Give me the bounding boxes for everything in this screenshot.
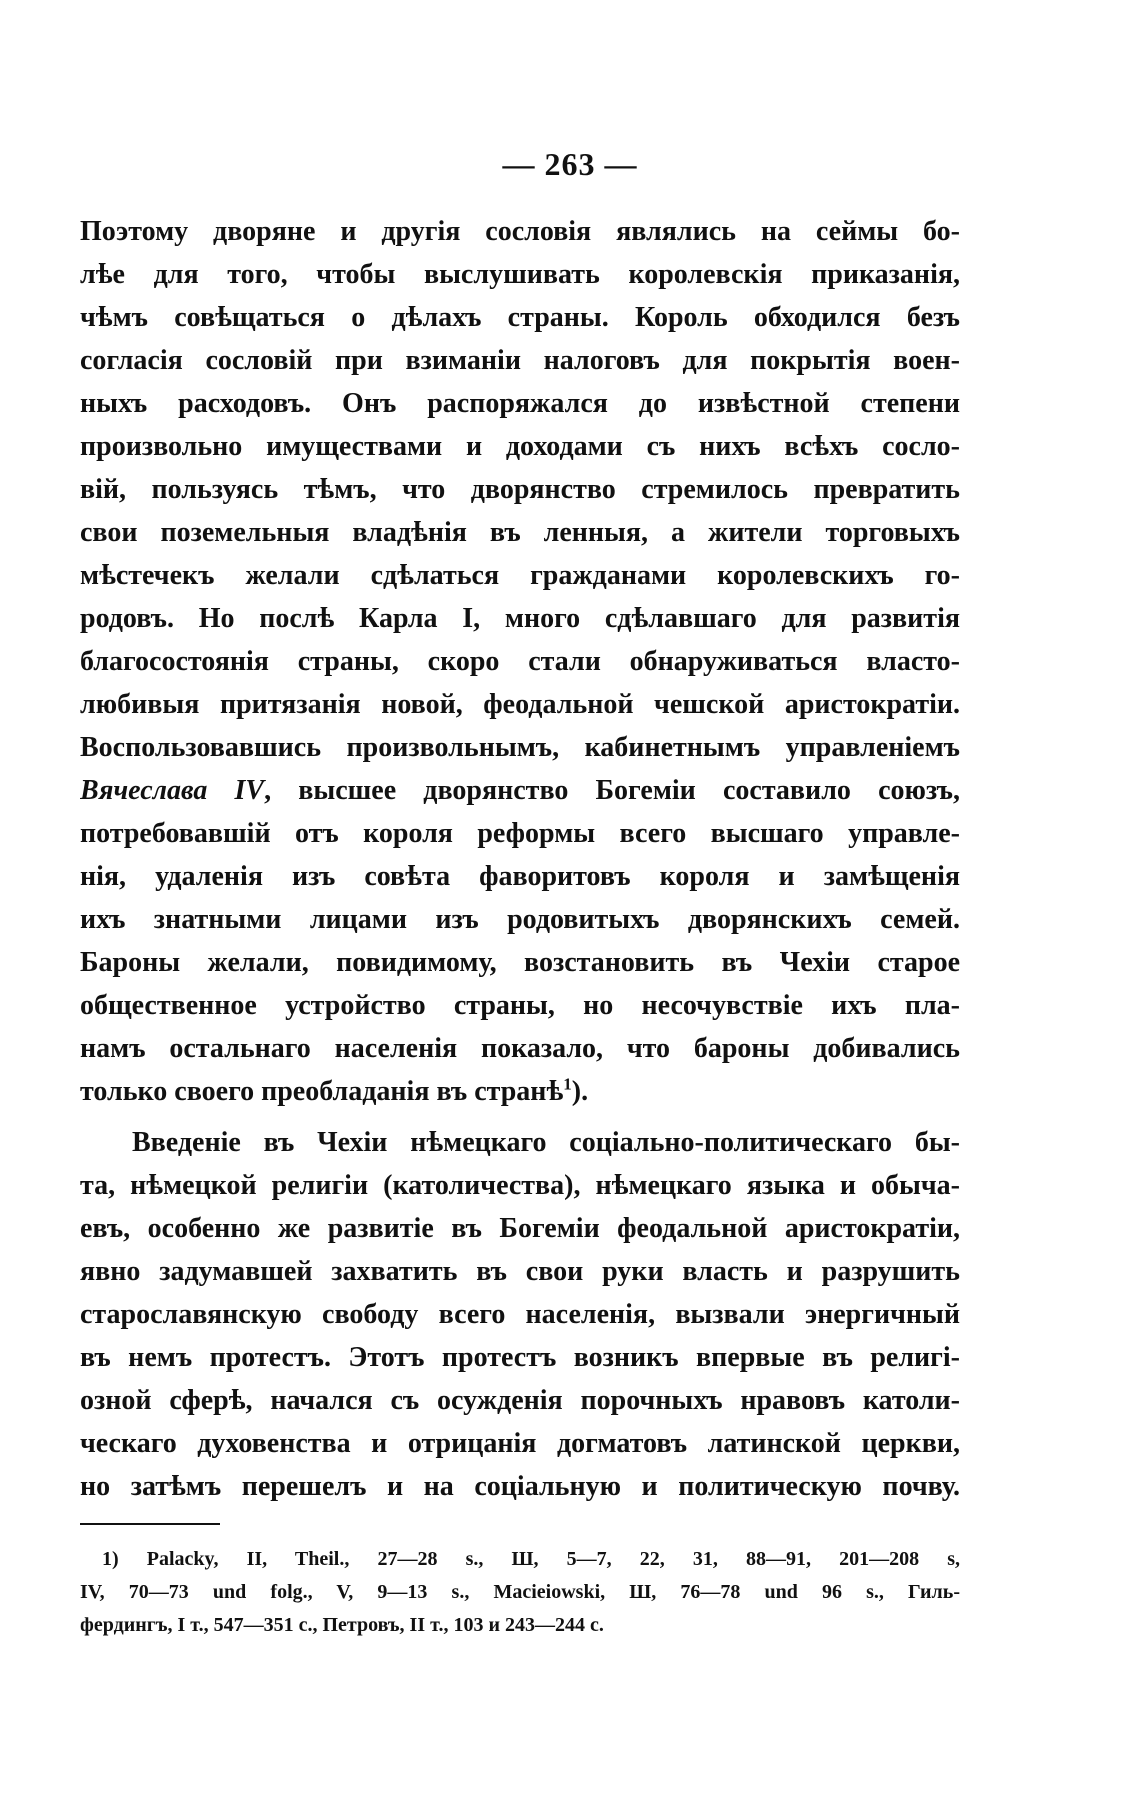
text-line: ческаго духовенства и отрицанія догматовъ латинской церкви, — [80, 1428, 960, 1459]
text-line-italic-name — [80, 769, 960, 812]
text-line: потребовавшій отъ короля реформы всего высшаго управле- — [80, 818, 960, 849]
footnote-line: IV, 70—73 und folg., V, 9—13 s., Macieiowski, Ш, 76—78 und 96 s., Гиль- — [80, 1581, 960, 1603]
text-line: вій, пользуясь тѣмъ, что дворянство стремилось превратить — [80, 474, 960, 505]
text-line: намъ остальнаго населенія показало, что бароны добивались — [80, 1033, 960, 1064]
text-line: родовъ. Но послѣ Карла I, много сдѣлавшаго для развитія — [80, 603, 960, 634]
text-line: Поэтому дворяне и другія сословія являлись на сеймы бо- — [80, 216, 960, 247]
text-line: общественное устройство страны, но несочувствіе ихъ пла- — [80, 990, 960, 1021]
text-line: чѣмъ совѣщаться о дѣлахъ страны. Король обходился безъ — [80, 302, 960, 333]
page-number: — 263 — — [502, 146, 638, 182]
footnote-line: фердингъ, I т., 547—351 с., Петровъ, II т., 103 и 243—244 с. — [80, 1614, 604, 1636]
text-line: нія, удаленія изъ совѣта фаворитовъ короля и замѣщенія — [80, 861, 960, 892]
text-line: озной сферѣ, начался съ осужденія порочныхъ нравовъ католи- — [80, 1385, 960, 1416]
text-line: благосостоянія страны, скоро стали обнаруживаться власто- — [80, 646, 960, 677]
text-line: ныхъ расходовъ. Онъ распоряжался до извѣстной степени — [80, 388, 960, 419]
footnote-divider — [80, 1523, 220, 1525]
footnote-marker: 1 — [563, 1074, 572, 1094]
main-text — [80, 210, 960, 1508]
text-segment: , высшее дворянство Богеміи составило союзъ, — [264, 775, 960, 806]
italic-name: Вячеслава IV — [80, 775, 265, 806]
text-line: Бароны желали, повидимому, возстановить въ Чехіи старое — [80, 947, 960, 978]
text-line-last — [80, 1070, 960, 1113]
text-line: свои поземельныя владѣнія въ ленныя, а жители торговыхъ — [80, 517, 960, 548]
text-line: любивыя притязанія новой, феодальной чешской аристократіи. — [80, 689, 960, 720]
text-line: ихъ знатными лицами изъ родовитыхъ дворянскихъ семей. — [80, 904, 960, 935]
text-line: мѣстечекъ желали сдѣлаться гражданами королевскихъ го- — [80, 560, 960, 591]
text-line: евъ, особенно же развитіе въ Богеміи феодальной аристократіи, — [80, 1213, 960, 1244]
text-line: явно задумавшей захватить въ свои руки власть и разрушить — [80, 1256, 960, 1287]
text-segment: только своего преобладанія въ странѣ — [80, 1076, 564, 1107]
text-line: въ немъ протестъ. Этотъ протестъ возникъ впервые въ религі- — [80, 1342, 960, 1373]
footnotes — [80, 1543, 960, 1642]
text-segment: ). — [571, 1076, 589, 1107]
text-line: лѣе для того, чтобы выслушивать королевскія приказанія, — [80, 259, 960, 290]
text-line: но затѣмъ перешелъ и на соціальную и политическую почву. — [80, 1471, 960, 1502]
text-line: старославянскую свободу всего населенія, вызвали энергичный — [80, 1299, 960, 1330]
text-line: Введеніе въ Чехіи нѣмецкаго соціально-политическаго бы- — [132, 1127, 960, 1158]
text-line: произвольно имуществами и доходами съ нихъ всѣхъ сосло- — [80, 431, 960, 462]
footnote-line: 1) Palacky, II, Theil., 27—28 s., Ш, 5—7, 22, 31, 88—91, 201—208 s, — [102, 1548, 960, 1570]
text-line: Воспользовавшись произвольнымъ, кабинетнымъ управленіемъ — [80, 732, 960, 763]
text-line: согласія сословій при взиманіи налоговъ для покрытія воен- — [80, 345, 960, 376]
text-line: та, нѣмецкой религіи (католичества), нѣмецкаго языка и обыча- — [80, 1170, 960, 1201]
